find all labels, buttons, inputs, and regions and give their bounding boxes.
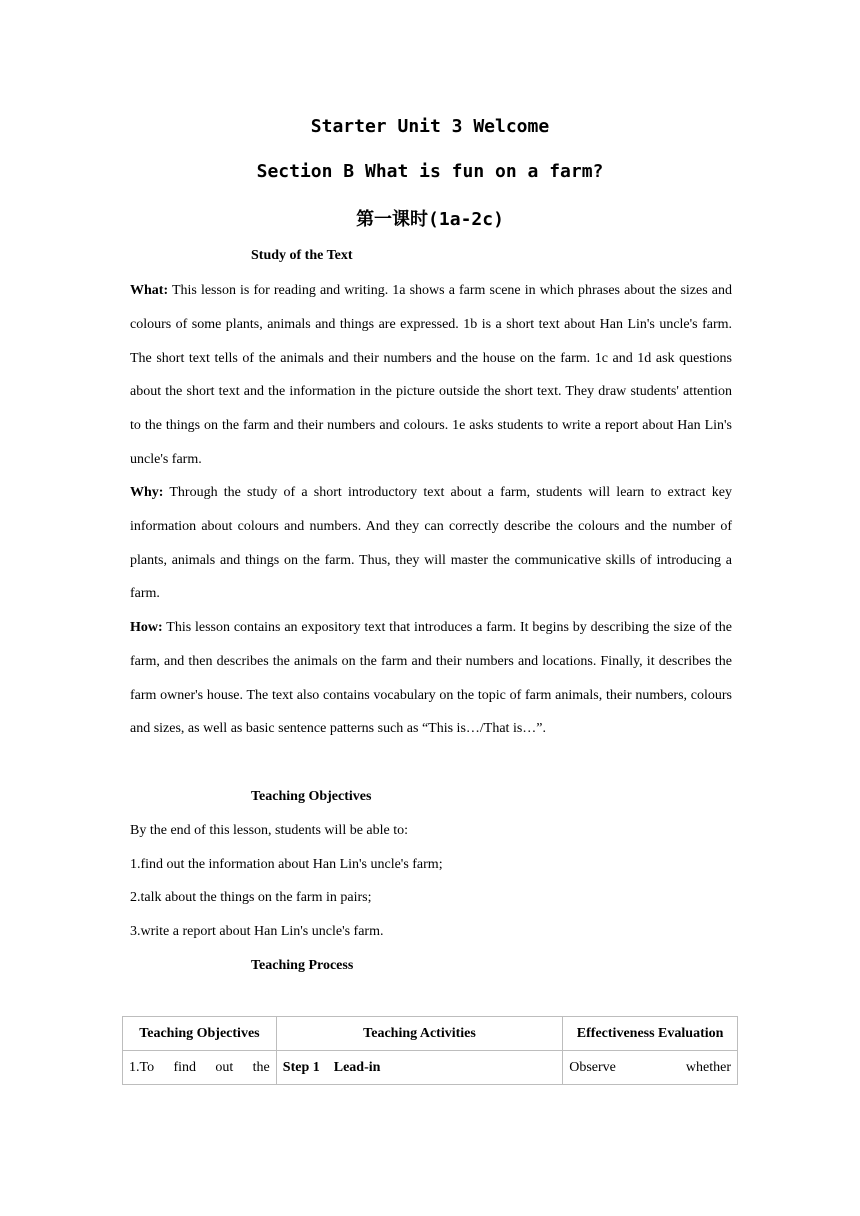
- objective-item: 3.write a report about Han Lin's uncle's farm.: [130, 924, 384, 939]
- lesson-title: 第一课时(1a-2c): [356, 209, 504, 230]
- objectives-heading: Teaching Objectives: [251, 789, 372, 804]
- what-label: What:: [130, 283, 169, 298]
- what-text: This lesson is for reading and writing. 1a shows a farm scene in which phrases about the sizes and colours of some plants, animals and things are expressed. 1b is a short text about Han Lin's uncle's farm. The short text tells of the animals and their numbers and the house on the farm. 1c and 1d ask questions about the short text and the information in the picture outside the short text. They draw students' attention to the things on the farm and their numbers and colours. 1e asks students to write a report about Han Lin's uncle's farm.: [130, 283, 732, 467]
- section-title: Section B What is fun on a farm?: [256, 161, 604, 182]
- column-header: Teaching Objectives: [123, 1017, 277, 1051]
- study-heading: Study of the Text: [251, 248, 353, 263]
- objectives-intro: By the end of this lesson, students will be able to:: [130, 823, 409, 838]
- unit-title: Starter Unit 3 Welcome: [310, 116, 550, 137]
- objective-item: 2.talk about the things on the farm in pairs;: [130, 890, 372, 905]
- objective-item: 1.find out the information about Han Lin's uncle's farm;: [130, 857, 443, 872]
- table-row: [123, 1051, 738, 1085]
- how-text: This lesson contains an expository text that introduces a farm. It begins by describing the size of the farm, and then describes the animals on the farm and their numbers and locations. Finally, it describes the farm owner's house. The text also contains vocabulary on the topic of farm animals, their numbers, colours and sizes, as well as basic sentence patterns such as “This is…/That is…”.: [130, 620, 732, 737]
- table-header-row: [123, 1017, 738, 1051]
- process-heading: Teaching Process: [251, 958, 354, 973]
- why-text: Through the study of a short introductory text about a farm, students will learn to extract key information about colours and numbers. And they can correctly describe the colours and the number of plants, animals and things on the farm. Thus, they will master the communicative skills of introducing a farm.: [130, 485, 732, 602]
- step-label: Step 1 Lead-in: [282, 1059, 381, 1075]
- how-paragraph: [130, 611, 732, 746]
- column-header: Teaching Activities: [276, 1017, 562, 1051]
- how-label: How:: [130, 620, 163, 635]
- teaching-process-table: [122, 1016, 738, 1085]
- evaluation-cell: Observe whether: [563, 1051, 738, 1085]
- why-label: Why:: [130, 485, 164, 500]
- objective-cell: 1.To find out the: [123, 1051, 277, 1085]
- what-paragraph: [130, 274, 732, 477]
- column-header: Effectiveness Evaluation: [563, 1017, 738, 1051]
- why-paragraph: [130, 476, 732, 611]
- activity-cell: [276, 1051, 562, 1085]
